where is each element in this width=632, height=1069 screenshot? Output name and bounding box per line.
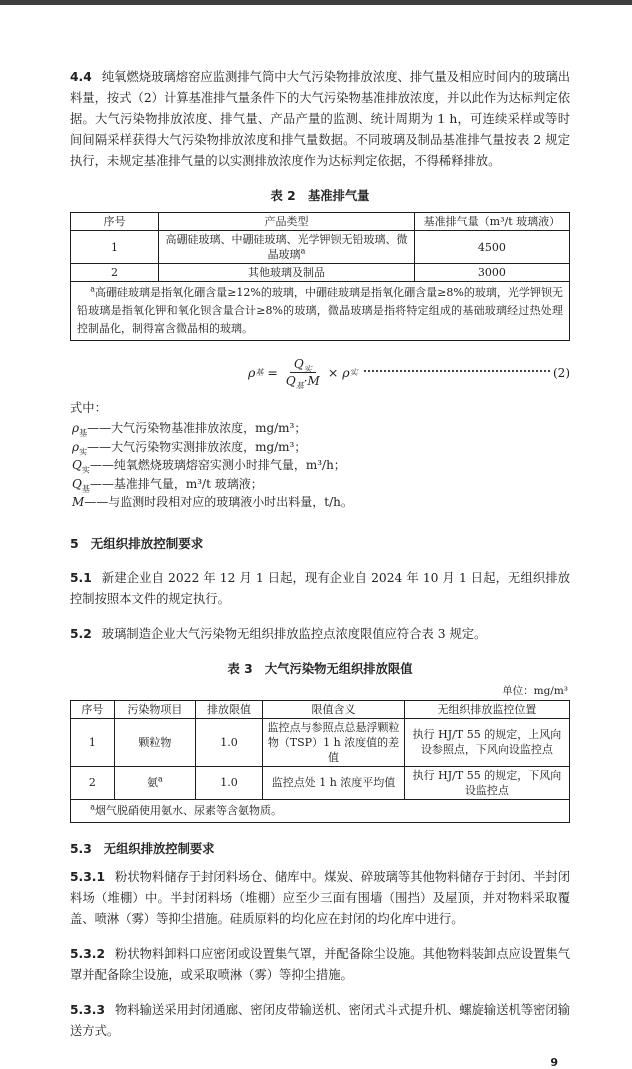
table2-title: 表 2 基准排气量 <box>270 189 370 203</box>
table3-row1-item: 颗粒物 <box>114 718 195 766</box>
table2-header-value: 基准排气量（m³/t 玻璃液） <box>414 213 569 231</box>
clause-5-2: 5.2 玻璃制造企业大气污染物无组织排放监控点浓度限值应符合表 3 规定。 <box>70 626 487 641</box>
table3-footnote: $^a$烟气脱硝使用氨水、尿素等含氨物质。 <box>71 799 570 822</box>
table3-header-position: 无组织排放监控位置 <box>404 700 569 718</box>
clause-4-4-text: 纯氧燃烧玻璃熔窑应监测排气筒中大气污染物排放浓度、排气量及相应时间内的玻璃出料量，按式（2）计算基准排气量条件下的大气污染物基准排放浓度，并以此作为达标判定依据。大气污染物排放浓度、排气量、产品产量的监测、统计周期为 1 h，可连续采样或等时间间隔采样获得大气污染物排放浓度和排气量数据。不同玻璃及制品基准排气量按表 2 规定执行，未规定基准排气量的以实测排放浓度作为达标判定依据，不得稀释排放。 <box>70 70 570 168</box>
footnote-marker: a <box>90 801 95 811</box>
table3-header-no: 序号 <box>71 700 115 718</box>
window-top-bar <box>0 0 632 5</box>
table2-row2-value: 3000 <box>414 264 569 282</box>
section-5-heading: 5 无组织排放控制要求 <box>70 535 204 551</box>
table2-row2-type: 其他玻璃及制品 <box>159 264 415 282</box>
dotted-leader <box>364 369 550 372</box>
clause-5-3-3: 5.3.3 物料输送采用封闭通廊、密闭皮带输送机、密闭式斗式提升机、螺旋输送机等密闭输送方式。 <box>70 1002 571 1038</box>
table3-row-2 <box>71 766 570 799</box>
table3-row1-no: 1 <box>71 718 115 766</box>
clause-5-3-1: 5.3.1 粉状物料储存于封闭料场仓、储库中。煤炭、碎玻璃等其他物料储存于封闭、半封闭料场（堆棚）中。半封闭料场（堆棚）应至少三面有围墙（围挡）及屋顶，并对物料采取覆盖、喷淋（雾）等抑尘措施。硅质原料的均化应在封闭的均化库中进行。 <box>70 869 571 926</box>
page-number: 9 <box>550 1055 558 1069</box>
table2-footnote: $^a$高硼硅玻璃是指氧化硼含量≥12%的玻璃，中硼硅玻璃是指氧化硼含量≥8%的玻璃，光学钾钡无铅玻璃是指氧化钾和氧化钡含量合计≥8%的玻璃，微晶玻璃是指将特定组成的基础玻璃经过热处理控制晶化，制得富含微晶相的玻璃。 <box>71 282 570 341</box>
clause-4-4-number: 4.4 <box>70 70 92 84</box>
table3-row2-position: 执行 HJ/T 55 的规定，下风向设监控点 <box>404 766 569 799</box>
table2-header-row <box>71 213 570 231</box>
table3-row2-no: 2 <box>71 766 115 799</box>
where-item-rho-base: $\rho_基——$大气污染物基准排放浓度，mg/m³； <box>72 421 307 438</box>
formula-2 <box>70 357 570 391</box>
table2-header-no: 序号 <box>71 213 159 231</box>
table3-row-1 <box>71 718 570 766</box>
formula-number: (2) <box>553 365 570 380</box>
table2-row2-no: 2 <box>71 264 159 282</box>
where-item-rho-actual: $\rho_实——$大气污染物实测排放浓度，mg/m³； <box>72 439 307 456</box>
where-item-m: M——与监测时段相对应的玻璃液小时出料量，t/h。 <box>72 495 353 509</box>
clause-5-3-2: 5.3.2 粉状物料卸料口应密闭或设置集气罩，并配备除尘设施。其他物料装卸点应设置集气罩并配备除尘设施，或采取喷淋（雾）等抑尘措施。 <box>70 946 571 982</box>
table3-header-row <box>71 700 570 718</box>
table2-footnote-row <box>71 282 570 341</box>
table3 <box>70 700 570 823</box>
table3-row2-limit: 1.0 <box>195 766 262 799</box>
table2-header-type: 产品类型 <box>159 213 415 231</box>
formula-expression: ρ 基 = $\frac{Q_实}{Q_基\cdot M}$ × ρ 实 <box>248 357 358 391</box>
clause-4-4 <box>70 67 570 172</box>
table2-row-1 <box>71 231 570 264</box>
table3-row1-position: 执行 HJ/T 55 的规定，上风向设参照点，下风向设监控点 <box>404 718 569 766</box>
document-page <box>0 67 632 1069</box>
table2-row1-type: 高硼硅玻璃、中硼硅玻璃、光学钾钡无铅玻璃、微晶玻璃$^a$ <box>159 231 415 264</box>
table2-row1-no: 1 <box>71 231 159 264</box>
table3-footnote-row <box>71 799 570 822</box>
section-5-3-heading: 5.3 无组织排放控制要求 <box>70 841 215 856</box>
table3-row1-limit: 1.0 <box>195 718 262 766</box>
table2-row1-value: 4500 <box>414 231 569 264</box>
table3-unit: 单位：mg/m³ <box>502 684 568 697</box>
table3-header-meaning: 限值含义 <box>263 700 405 718</box>
footnote-marker: a <box>300 246 306 256</box>
table3-row2-meaning: 监控点处 1 h 浓度平均值 <box>263 766 405 799</box>
clause-5-1: 5.1 新建企业自 2022 年 12 月 1 日起，现有企业自 2024 年 10 月 1 日起，无组织排放控制按照本文件的规定执行。 <box>70 570 570 606</box>
table2-row-2 <box>71 264 570 282</box>
where-label: 式中： <box>70 401 107 415</box>
table3-header-limit: 排放限值 <box>195 700 262 718</box>
footnote-marker: a <box>158 774 163 784</box>
fraction: $\frac{Q_实}{Q_基\cdot M}$ <box>285 357 320 391</box>
footnote-marker: a <box>90 284 95 294</box>
table3-row2-item: 氨$^a$ <box>114 766 195 799</box>
where-item-q-base: $Q_基——$基准排气量，m³/t 玻璃液； <box>72 476 263 493</box>
table3-row1-meaning: 监控点与参照点总悬浮颗粒物（TSP）1 h 浓度值的差值 <box>263 718 405 766</box>
table2 <box>70 212 570 341</box>
table3-header-item: 污染物项目 <box>114 700 195 718</box>
where-item-q-actual: $Q_实——$纯氧燃烧玻璃熔窑实测小时排气量，m³/h； <box>72 458 346 475</box>
table3-title: 表 3 大气污染物无组织排放限值 <box>227 661 413 676</box>
